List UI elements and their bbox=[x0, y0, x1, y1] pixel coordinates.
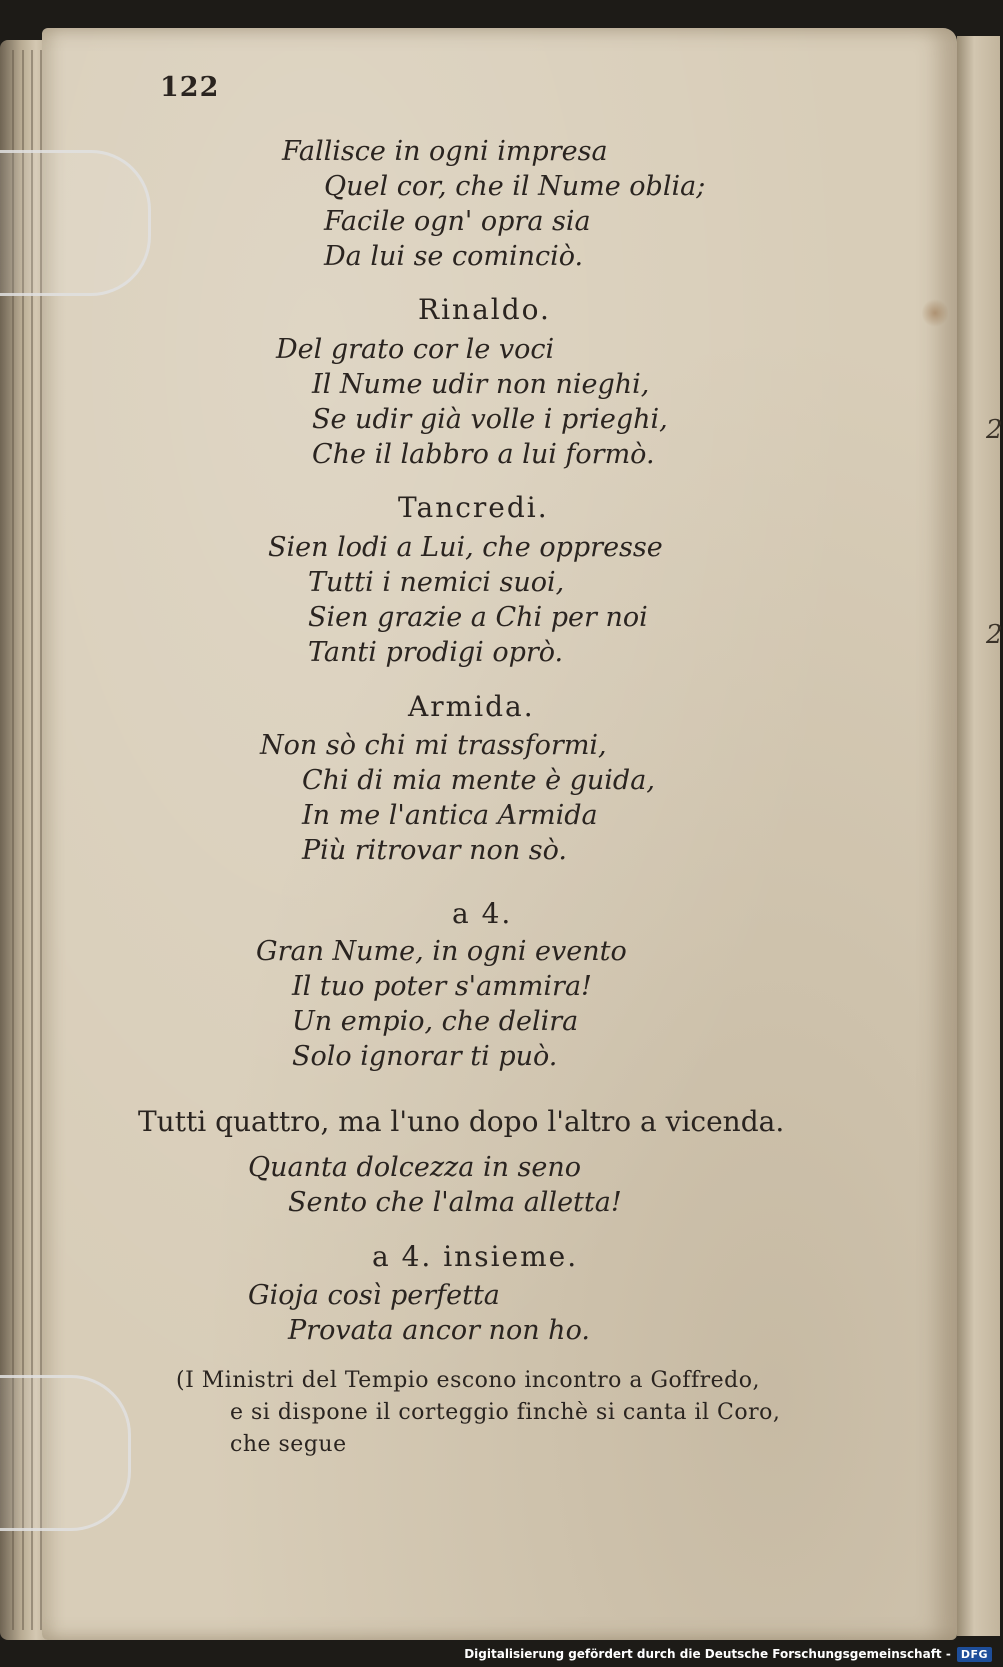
speaker-heading: Rinaldo. bbox=[418, 293, 551, 326]
speaker-heading: Tancredi. bbox=[398, 491, 549, 524]
bleed-mark: 2 bbox=[986, 620, 1003, 650]
verse-line: Tanti prodigi oprò. bbox=[308, 637, 564, 668]
footer-text: Digitalisierung gefördert durch die Deutsche Forschungsgemeinschaft - bbox=[464, 1647, 951, 1661]
verse-line: Se udir già volle i prieghi, bbox=[312, 404, 668, 435]
verse-line: Quanta dolcezza in seno bbox=[248, 1152, 582, 1183]
stage-direction-line: e si dispone il corteggio finchè si canta il Coro, bbox=[230, 1400, 781, 1425]
verse-line: Gran Nume, in ogni evento bbox=[256, 936, 627, 967]
plastic-clip-bottom bbox=[0, 1375, 131, 1531]
verse-line: Non sò chi mi trassformi, bbox=[260, 730, 607, 761]
verse-line: Gioja così perfetta bbox=[248, 1280, 500, 1311]
bleed-mark: 2 bbox=[986, 415, 1003, 445]
stage-direction-line: (I Ministri del Tempio escono incontro a Goffredo, bbox=[176, 1368, 760, 1393]
book-page bbox=[42, 28, 957, 1640]
dfg-logo-icon: DFG bbox=[957, 1647, 992, 1662]
verse-line: Il Nume udir non nieghi, bbox=[312, 369, 650, 400]
right-page-edge bbox=[957, 36, 1000, 1636]
verse-line: Un empio, che delira bbox=[292, 1006, 579, 1037]
verse-line: Sien grazie a Chi per noi bbox=[308, 602, 648, 633]
verse-line: Sento che l'alma alletta! bbox=[288, 1187, 622, 1218]
verse-line: Provata ancor non ho. bbox=[288, 1315, 590, 1346]
verse-line: Tutti i nemici suoi, bbox=[308, 567, 565, 598]
verse-line: Che il labbro a lui formò. bbox=[312, 439, 655, 470]
verse-line: Chi di mia mente è guida, bbox=[302, 765, 655, 796]
verse-line: Il tuo poter s'ammira! bbox=[292, 971, 592, 1002]
page-number: 122 bbox=[160, 72, 220, 103]
page-stain bbox=[922, 298, 948, 328]
stage-direction-line: che segue bbox=[230, 1432, 347, 1457]
verse-line: Sien lodi a Lui, che oppresse bbox=[268, 532, 663, 563]
verse-line: Fallisce in ogni impresa bbox=[282, 136, 608, 167]
ensemble-heading: a 4. bbox=[452, 897, 513, 930]
verse-line: Quel cor, che il Nume oblia; bbox=[324, 171, 706, 202]
digitization-footer bbox=[464, 1643, 992, 1665]
verse-line: Del grato cor le voci bbox=[276, 334, 555, 365]
verse-line: Più ritrovar non sò. bbox=[302, 835, 568, 866]
ensemble-heading: a 4. insieme. bbox=[372, 1240, 579, 1273]
verse-line: Da lui se cominciò. bbox=[324, 241, 584, 272]
verse-line: Facile ogn' opra sia bbox=[324, 206, 591, 237]
speaker-heading: Armida. bbox=[408, 690, 535, 723]
verse-line: In me l'antica Armida bbox=[302, 800, 598, 831]
rubric-line: Tutti quattro, ma l'uno dopo l'altro a vicenda. bbox=[138, 1105, 785, 1138]
plastic-clip-top bbox=[0, 150, 151, 296]
verse-line: Solo ignorar ti può. bbox=[292, 1041, 558, 1072]
